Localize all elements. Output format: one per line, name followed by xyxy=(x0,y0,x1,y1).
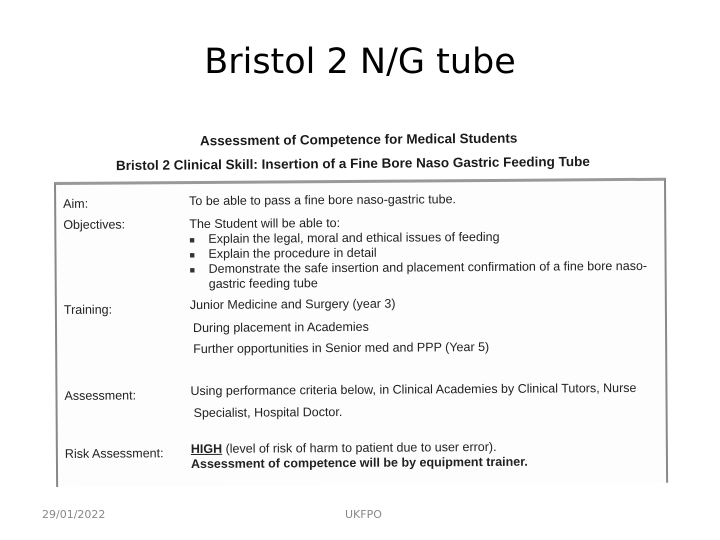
objectives-intro: The Student will be able to: xyxy=(189,216,341,232)
footer-date: 29/01/2022 xyxy=(42,508,106,521)
objective-item: Explain the legal, moral and ethical issues of feeding xyxy=(208,229,500,246)
objective-item-continued: gastric feeding tube xyxy=(208,276,318,291)
objective-item: Demonstrate the safe insertion and placement confirmation of a fine bore naso- xyxy=(208,258,648,276)
aim-text: To be able to pass a fine bore naso-gastric tube. xyxy=(189,192,457,209)
bullet-icon: ■ xyxy=(189,250,195,261)
footer-organisation: UKFPO xyxy=(345,508,382,521)
competence-table xyxy=(54,178,668,487)
training-line: Junior Medicine and Surgery (year 3) xyxy=(189,296,396,313)
risk-assessment-label: Risk Assessment: xyxy=(64,446,164,461)
risk-line xyxy=(191,440,497,456)
assessment-line: Using performance criteria below, in Clinical Academies by Clinical Tutors, Nurse xyxy=(190,380,637,399)
assessment-line: Specialist, Hospital Doctor. xyxy=(193,404,343,421)
risk-description: (level of risk of harm to patient due to user error). xyxy=(222,439,497,456)
objectives-label: Objectives: xyxy=(63,217,126,232)
bullet-icon: ■ xyxy=(189,265,196,276)
document-subheading: Bristol 2 Clinical Skill: Insertion of a Fine Bore Naso Gastric Feeding Tube xyxy=(115,153,590,174)
training-line: During placement in Academies xyxy=(192,319,369,336)
bullet-icon: ■ xyxy=(189,235,195,246)
risk-level-high: HIGH xyxy=(190,441,223,457)
document-heading: Assessment of Competence for Medical Students xyxy=(199,130,518,149)
scanned-document xyxy=(50,120,665,485)
slide-title: Bristol 2 N/G tube xyxy=(204,42,516,82)
training-label: Training: xyxy=(63,302,113,317)
risk-trainer-note: Assessment of competence will be by equipment trainer. xyxy=(190,454,528,472)
assessment-label: Assessment: xyxy=(64,388,137,403)
aim-label: Aim: xyxy=(63,196,89,211)
training-line: Further opportunities in Senior med and PPP (Year 5) xyxy=(193,339,490,357)
objective-item: Explain the procedure in detail xyxy=(208,245,377,261)
